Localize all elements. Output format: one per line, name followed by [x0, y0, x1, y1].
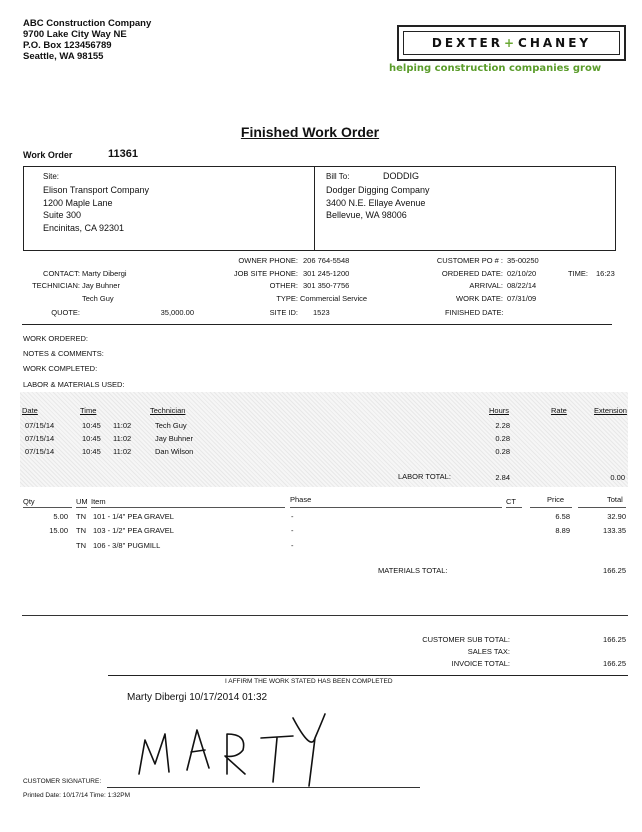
mat-col-price: Price [547, 495, 565, 504]
notes-label: NOTES & COMMENTS: [23, 349, 104, 358]
printed-info [23, 792, 130, 799]
mat-um: TN [76, 541, 86, 550]
mat-phase: - [291, 512, 294, 521]
quote-value: 35,000.00 [160, 308, 194, 317]
sales-tax-label: SALES TAX: [467, 647, 510, 656]
invoice-total-label: INVOICE TOTAL: [451, 659, 510, 668]
labor-col-rate: Rate [551, 406, 567, 415]
site-line: Suite 300 [43, 210, 82, 220]
address-box [23, 166, 616, 251]
sub-total: 166.25 [603, 635, 626, 644]
bill-to-label: Bill To: [326, 172, 350, 181]
job-site-phone-label: JOB SITE PHONE: [233, 269, 298, 278]
ordered-date: 02/10/20 [507, 269, 537, 278]
labor-table [20, 392, 628, 487]
printed-time-label: Time: [89, 792, 106, 799]
work-order-number: 11361 [108, 148, 138, 160]
contact-value: Marty Dibergi [82, 269, 127, 278]
labor-col-time: Time [80, 406, 97, 415]
mat-total: 133.35 [603, 526, 626, 535]
mat-col-phase: Phase [290, 495, 312, 504]
mat-phase: - [291, 526, 294, 535]
labor-start: 10:45 [82, 434, 101, 443]
labor-hours: 0.28 [495, 434, 510, 443]
labor-end: 11:02 [113, 434, 132, 443]
mat-price: 8.89 [555, 526, 570, 535]
printed-time: 1:32PM [107, 792, 130, 799]
labor-start: 10:45 [82, 447, 101, 456]
work-ordered-label: WORK ORDERED: [23, 334, 89, 343]
labor-materials-label: LABOR & MATERIALS USED: [23, 380, 125, 389]
signed-by: Marty Dibergi 10/17/2014 01:32 [127, 692, 268, 703]
site-line: Encinitas, CA 92301 [43, 222, 125, 233]
labor-total-hours: 2.84 [495, 473, 510, 482]
bill-to-code: DODDIG [383, 171, 419, 181]
labor-col-date: Date [22, 406, 38, 415]
mat-phase: - [291, 541, 294, 550]
finished-date-label: FINISHED DATE: [445, 308, 504, 317]
logo-word-right: CHANEY [518, 36, 592, 50]
affirm-divider [108, 675, 628, 676]
site-line: Elison Transport Company [43, 185, 150, 195]
company-address-1: 9700 Lake City Way NE [23, 29, 127, 40]
logo-word-left: DEXTER [431, 36, 503, 50]
other-phone-label: OTHER: [269, 281, 298, 290]
labor-date: 07/15/14 [25, 421, 55, 430]
customer-signature-label: CUSTOMER SIGNATURE: [23, 778, 102, 785]
divider [22, 324, 612, 325]
type-value: Commercial Service [300, 294, 368, 303]
mat-um: TN [76, 526, 86, 535]
mat-qty: 5.00 [53, 512, 68, 521]
mat-qty: 15.00 [49, 526, 68, 535]
other-phone: 301 350-7756 [303, 281, 350, 290]
mat-price: 6.58 [555, 512, 570, 521]
technician-value-2: Tech Guy [82, 294, 114, 303]
arrival-label: ARRIVAL: [469, 281, 503, 290]
company-address-3: Seattle, WA 98155 [23, 51, 104, 62]
technician-value: Jay Buhner [82, 281, 120, 290]
logo-tagline: helping construction companies grow [389, 63, 602, 74]
labor-total-label: LABOR TOTAL: [398, 472, 451, 481]
mat-col-ct: CT [506, 497, 516, 506]
labor-date: 07/15/14 [25, 434, 55, 443]
mat-item: 101 - 1/4" PEA GRAVEL [93, 512, 174, 521]
bill-to-line: 3400 N.E. Ellaye Avenue [326, 197, 426, 208]
site-line: 1200 Maple Lane [43, 197, 113, 208]
dexter-chaney-logo [397, 25, 626, 61]
signature-line [107, 787, 420, 788]
site-id: 1523 [313, 308, 330, 317]
company-block [23, 18, 151, 62]
materials-total: 166.25 [603, 566, 626, 575]
mat-col-um: UM [76, 497, 88, 506]
mat-col-total: Total [607, 495, 623, 504]
quote-label: QUOTE: [51, 308, 80, 317]
bill-to-line: Bellevue, WA 98006 [326, 210, 407, 220]
customer-signature-image [125, 712, 335, 788]
work-completed-label: WORK COMPLETED: [23, 364, 98, 373]
printed-date: 10/17/14 [62, 792, 89, 799]
logo-plus: + [503, 36, 518, 50]
arrival-value: 08/22/14 [507, 281, 537, 290]
time-label: TIME: [568, 269, 588, 278]
technician-label: TECHNICIAN: [32, 281, 80, 290]
mat-col-item: Item [91, 497, 106, 506]
labor-col-hours: Hours [489, 406, 510, 415]
labor-end: 11:02 [113, 421, 132, 430]
labor-col-extension: Extension [594, 406, 627, 415]
company-address-2: P.O. Box 123456789 [23, 40, 112, 51]
mat-total: 32.90 [607, 512, 626, 521]
owner-phone-label: OWNER PHONE: [238, 256, 298, 265]
labor-hours: 2.28 [495, 421, 510, 430]
labor-tech: Tech Guy [155, 421, 187, 430]
customer-po: 35-00250 [507, 256, 539, 265]
labor-start: 10:45 [82, 421, 101, 430]
mat-um: TN [76, 512, 86, 521]
bill-to-line: Dodger Digging Company [326, 185, 430, 195]
owner-phone: 206 764-5548 [303, 256, 350, 265]
affirm-statement: I AFFIRM THE WORK STATED HAS BEEN COMPLETED [225, 678, 393, 685]
labor-hours: 0.28 [495, 447, 510, 456]
page-title: Finished Work Order [240, 124, 380, 140]
type-label: TYPE: [276, 294, 298, 303]
company-name: ABC Construction Company [23, 18, 152, 29]
labor-col-technician: Technician [150, 406, 186, 415]
work-date-label: WORK DATE: [456, 294, 503, 303]
mat-item: 106 - 3/8" PUGMILL [93, 541, 161, 550]
time-value: 16:23 [596, 269, 615, 278]
labor-tech: Jay Buhner [155, 434, 193, 443]
site-id-label: SITE ID: [269, 308, 298, 317]
mat-item: 103 - 1/2" PEA GRAVEL [93, 526, 174, 535]
bill-to-address [326, 184, 430, 222]
labor-date: 07/15/14 [25, 447, 55, 456]
printed-date-label: Printed Date: [23, 792, 61, 799]
labor-end: 11:02 [113, 447, 132, 456]
site-label: Site: [43, 172, 60, 181]
site-address [43, 184, 149, 234]
work-order-label: Work Order [23, 150, 73, 160]
materials-total-label: MATERIALS TOTAL: [378, 566, 448, 575]
labor-tech: Dan Wilson [155, 447, 194, 456]
mat-col-qty: Qty [23, 497, 35, 506]
sub-total-label: CUSTOMER SUB TOTAL: [422, 635, 510, 644]
work-date: 07/31/09 [507, 294, 537, 303]
contact-label: CONTACT: [43, 269, 80, 278]
job-site-phone: 301 245-1200 [303, 269, 350, 278]
invoice-total: 166.25 [603, 659, 626, 668]
labor-total-ext: 0.00 [610, 473, 625, 482]
ordered-date-label: ORDERED DATE: [441, 269, 503, 278]
customer-po-label: CUSTOMER PO # : [436, 256, 503, 265]
